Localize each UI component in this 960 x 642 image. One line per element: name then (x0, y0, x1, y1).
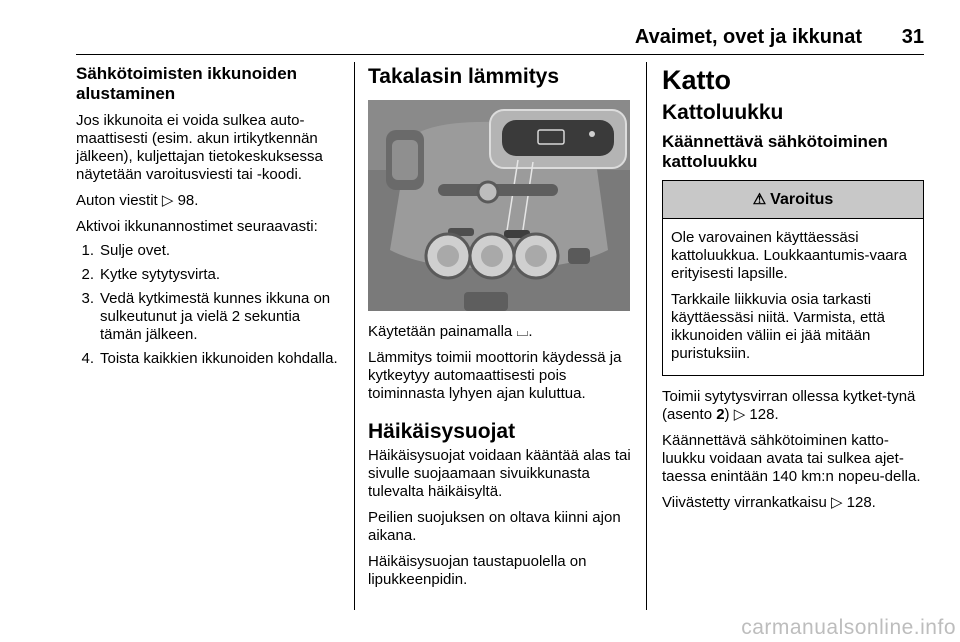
paragraph: Aktivoi ikkunannostimet seuraavasti: (76, 218, 318, 235)
paragraph: Häikäisysuojat voidaan kääntää alas tai sivulle suojaamaan sivuikkunasta tulevalta häikäisyltä. (368, 447, 631, 500)
column-divider-2 (646, 62, 647, 610)
paragraph: Jos ikkunoita ei voida sulkea auto-maattisesti (esim. akun irtikytkennän jälkeen), kuljettajan tietokeskuksessa näytetään varoitusviesti tai -koodi. (76, 112, 323, 183)
list-item: 4. Toista kaikkien ikkunoiden kohdalla. (81, 350, 338, 367)
section-heading-window-init: Sähkötoimisten ikkunoiden alustaminen (76, 64, 298, 103)
paragraph: Häikäisysuojan taustapuolella on lipukkeenpidin. (368, 553, 587, 588)
paragraph-operation: Käytetään painamalla ⌴. (368, 323, 533, 340)
warning-paragraph: Tarkkaile liikkuvia osia tarkasti käyttäessäsi niitä. Varmista, että ikkunoiden väliin ei jää mitään puristuksiin. (671, 291, 885, 362)
steps-list (76, 242, 342, 368)
warning-header (663, 181, 923, 219)
list-item: 1. Sulje ovet. (81, 242, 171, 259)
warning-icon: ⚠ (752, 190, 767, 208)
paragraph: Lämmitys toimii moottorin käydessä ja kytkeytyy automaattisesti pois toiminnasta lyhyen ajan kuluttua. (368, 349, 622, 402)
page-header (76, 26, 924, 52)
dashboard-illustration (368, 100, 630, 311)
warning-paragraph: Ole varovainen käyttäessäsi kattoluukkua. Loukkaantumis-vaara erityisesti lapsille. (671, 229, 907, 282)
list-item: 2. Kytke sytytysvirta. (81, 266, 221, 283)
subsection-heading: Käännettävä sähkötoiminen kattoluukku (662, 132, 888, 171)
header-rule (76, 54, 924, 55)
section-heading-sun-visors: Häikäisysuojat (368, 420, 516, 443)
paragraph: Peilien suojuksen on oltava kiinni ajon aikana. (368, 509, 621, 544)
column-3 (662, 64, 924, 520)
warning-box (662, 180, 924, 376)
warning-body (663, 219, 923, 375)
header-title: Avaimet, ovet ja ikkunat (634, 26, 862, 48)
paragraph: Toimii sytytysvirran ollessa kytket-tynä (asento 2) ▷ 128. (662, 388, 916, 423)
paragraph-cross-ref: Auton viestit ▷ 98. (76, 192, 199, 209)
list-item: 3. Vedä kytkimestä kunnes ikkuna on sulkeutunut ja vielä 2 sekuntia tämän jälkeen. (81, 290, 331, 343)
section-heading-sunroof: Kattoluukku (662, 101, 784, 124)
column-2 (368, 64, 634, 597)
page-number: 31 (901, 26, 924, 48)
column-1 (76, 64, 342, 374)
watermark: carmanualsonline.info (741, 616, 956, 639)
section-heading-rear-heater: Takalasin lämmitys (368, 65, 560, 88)
warning-title: Varoitus (770, 190, 834, 208)
paragraph: Käännettävä sähkötoiminen katto-luukku voidaan avata tai sulkea ajet-taessa enintään 140 km:n nopeu-della. (662, 432, 921, 485)
column-divider-1 (354, 62, 355, 610)
dashboard-photo (368, 100, 630, 311)
paragraph-cross-ref: Viivästetty virrankatkaisu ▷ 128. (662, 494, 876, 511)
chapter-heading-roof: Katto (662, 65, 731, 95)
